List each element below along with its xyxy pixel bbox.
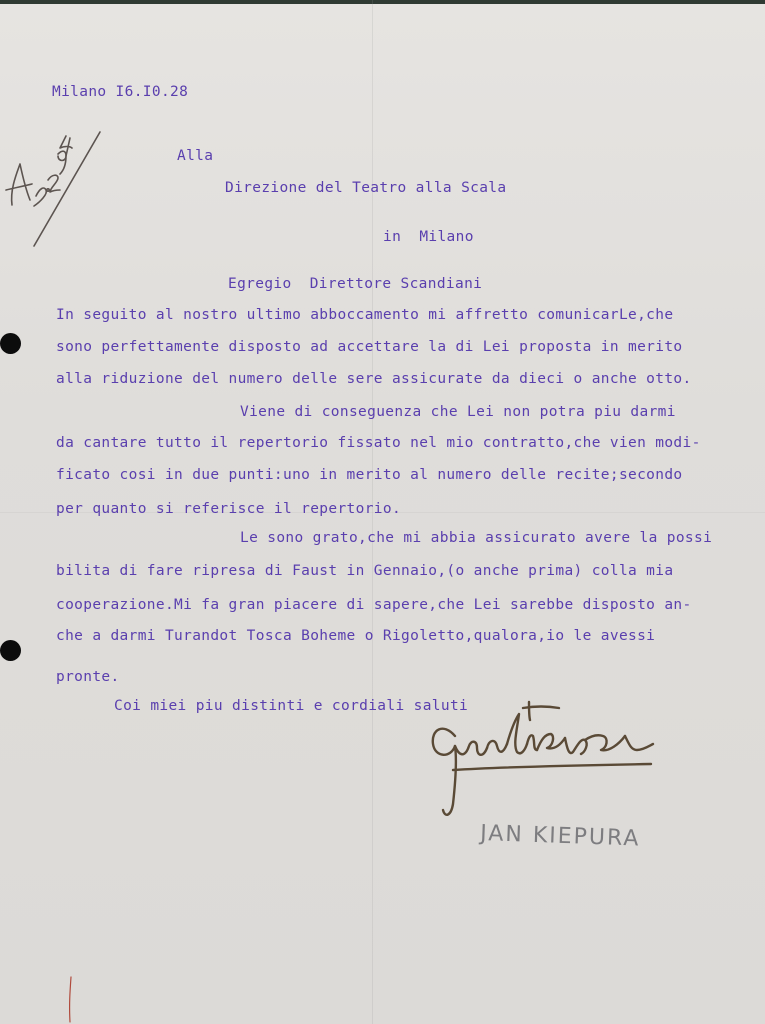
body-line-12: pronte. [56, 669, 120, 685]
reference-number-annotation [0, 120, 115, 255]
punch-hole-lower [0, 640, 21, 661]
place-date: Milano I6.I0.28 [52, 84, 189, 100]
printed-name-pencil [478, 806, 673, 852]
body-line-8: Le sono grato,che mi abbia assicurato avere la possi [240, 530, 713, 546]
body-line-2: sono perfettamente disposto ad accettare la di Lei proposta in merito [56, 339, 683, 355]
salutation: Egregio Direttore Scandiani [228, 276, 483, 292]
recipient-line-3: in Milano [383, 229, 474, 245]
punch-hole-upper [0, 333, 21, 354]
body-line-1: In seguito al nostro ultimo abboccamento mi affretto comunicarLe,che [56, 307, 674, 323]
closing: Coi miei piu distinti e cordiali saluti [114, 698, 469, 714]
body-line-10: cooperazione.Mi fa gran piacere di sapere,che Lei sarebbe disposto an- [56, 597, 692, 613]
red-pencil-mark [63, 975, 77, 1024]
body-line-11: che a darmi Turandot Tosca Boheme o Rigoletto,qualora,io le avessi [56, 628, 656, 644]
page-top-edge [0, 0, 765, 4]
svg-text:JAN KIEPURA: JAN KIEPURA [479, 821, 641, 852]
recipient-line-2: Direzione del Teatro alla Scala [225, 180, 507, 196]
body-line-7: per quanto si referisce il repertorio. [56, 501, 402, 517]
body-line-3: alla riduzione del numero delle sere assicurate da dieci o anche otto. [56, 371, 692, 387]
recipient-line-1: Alla [177, 148, 214, 164]
body-line-9: bilita di fare ripresa di Faust in Gennaio,(o anche prima) colla mia [56, 563, 674, 579]
body-line-4: Viene di conseguenza che Lei non potra piu darmi [240, 404, 676, 420]
body-line-5: da cantare tutto il repertorio fissato nel mio contratto,che vien modi- [56, 435, 701, 451]
body-line-6: ficato cosi in due punti:uno in merito al numero delle recite;secondo [56, 467, 683, 483]
